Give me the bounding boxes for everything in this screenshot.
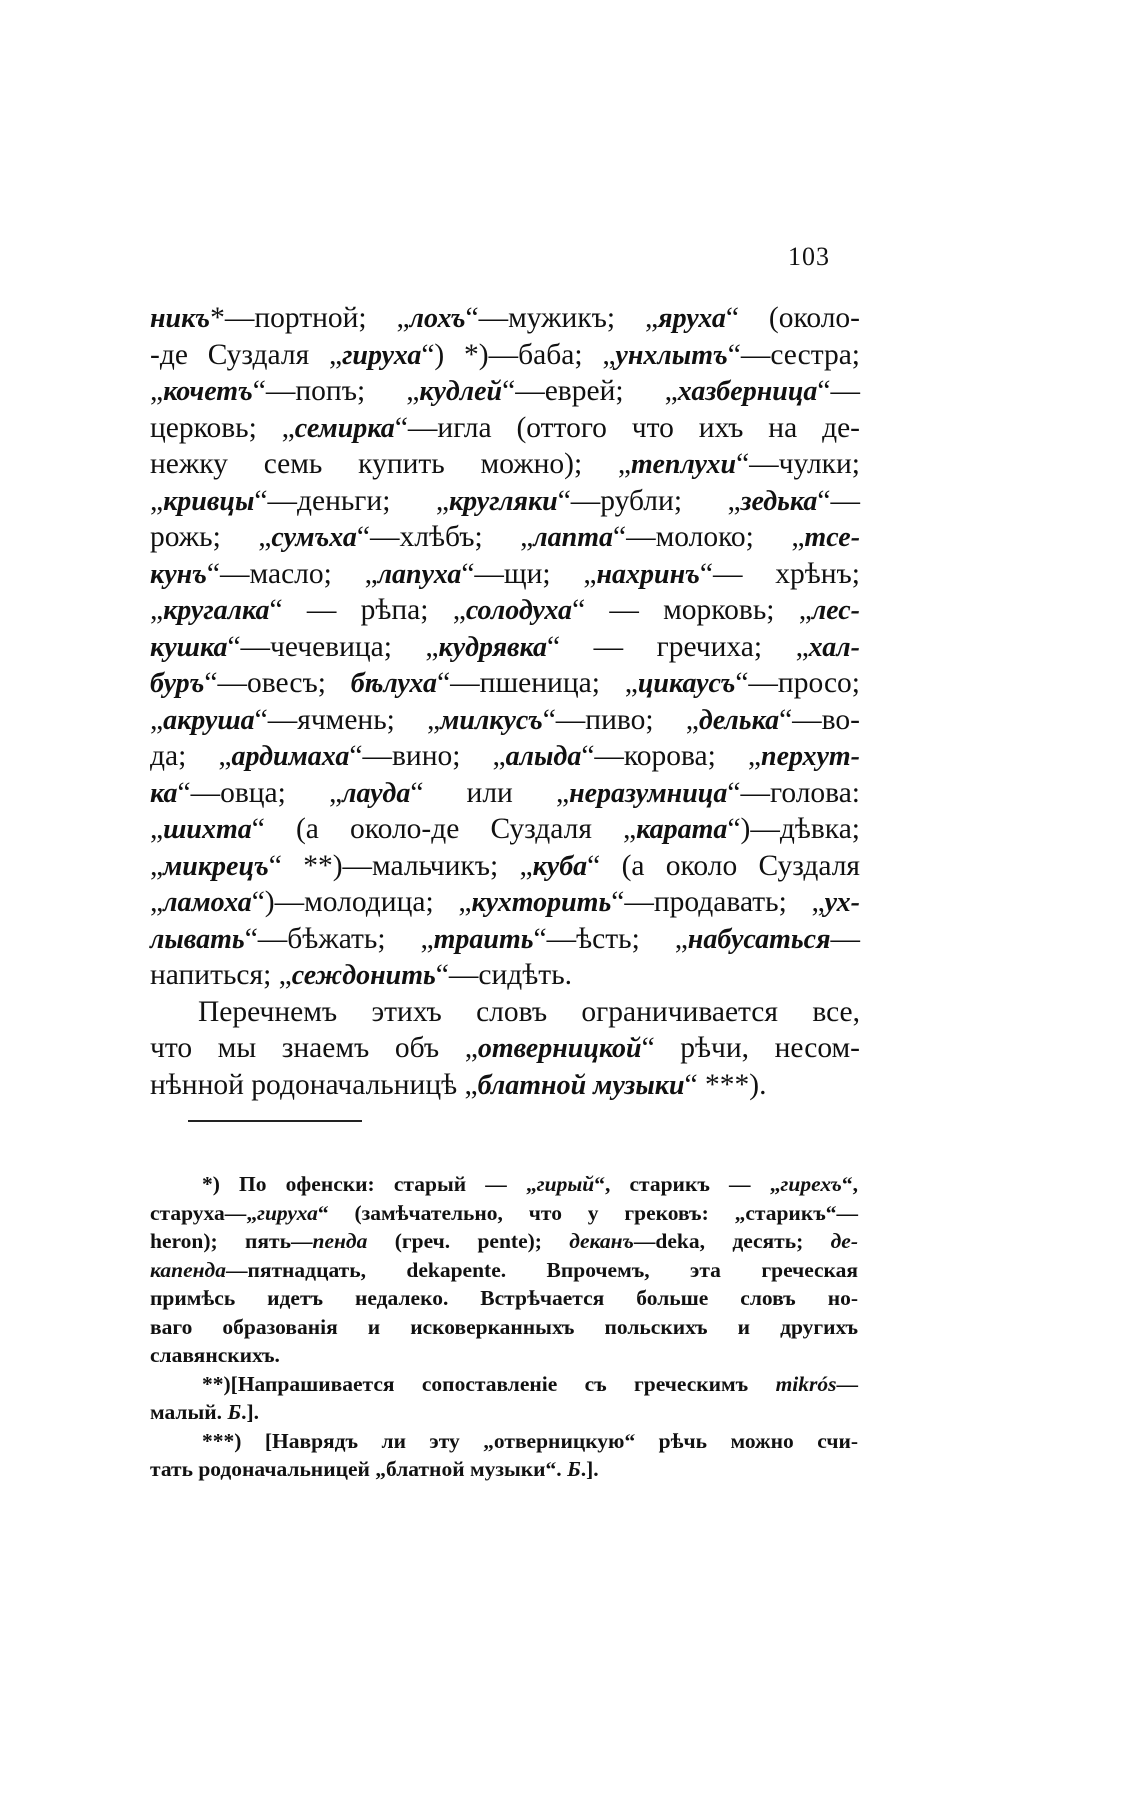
page-number: 103	[788, 242, 830, 271]
body-line: лывать“—бѣжать; „траить“—ѣсть; „набусаться—	[150, 922, 861, 955]
footnote-line: капенда—пятнадцать, dekapente. Впрочемъ, эта греческая	[150, 1257, 858, 1282]
body-line: „акруша“—ячмень; „милкусъ“—пиво; „делька“—во-	[150, 703, 860, 736]
footnote-line: *) По офенски: старый — „гирый“, старикъ — „гирехъ“,	[202, 1172, 858, 1196]
body-line: рожь; „сумъха“—хлѣбъ; „лапта“—молоко; „тсе-	[150, 521, 861, 553]
footnote-separator	[188, 1120, 362, 1122]
body-line: да; „ардимаха“—вино; „алыда“—корова; „перхут-	[150, 740, 860, 772]
body-line: „кругалка“ — рѣпа; „солодуха“ — морковь; „лес-	[150, 594, 860, 626]
body-line: „кочетъ“—попъ; „кудлей“—еврей; „хазберница“—	[150, 375, 860, 407]
body-line: напиться; „сеждонить“—сидѣть.	[150, 959, 573, 991]
body-line: что мы знаемъ объ „отверницкой“ рѣчи, несом-	[150, 1032, 861, 1064]
footnote-line: примѣсь идетъ недалеко. Встрѣчается больше словъ но-	[150, 1286, 858, 1310]
body-text	[150, 300, 860, 1103]
body-line: Перечнемъ этихъ словъ ограничивается все,	[198, 995, 860, 1028]
body-line: церковь; „семирка“—игла (оттого что ихъ на де-	[150, 411, 860, 444]
body-line: „микрецъ“ **)—мальчикъ; „куба“ (а около Суздаля	[150, 849, 860, 882]
body-line: нежку семь купить можно); „теплухи“—чулки;	[150, 448, 860, 480]
footnote-line: **)[Напрашивается сопоставленіе съ греческимъ mikrós—	[202, 1371, 858, 1396]
body-line: „кривцы“—деньги; „кругляки“—рубли; „зедька“—	[150, 484, 860, 517]
body-line: никъ*—портной; „лохъ“—мужикъ; „яруха“ (около-	[150, 302, 860, 334]
body-line: ка“—овца; „лауда“ или „неразумница“—голова:	[150, 776, 860, 809]
footnote-line: heron); пять—пенда (греч. pente); деканъ—deka, десять; де-	[150, 1229, 859, 1253]
body-line: буръ“—овесъ; бѣлуха“—пшеница; „цикаусъ“—просо;	[150, 667, 860, 699]
footnote-line: тать родоначальницей „блатной музыки“. Б.].	[150, 1457, 599, 1481]
body-line: кунъ“—масло; „лапуха“—щи; „нахринъ“— хрѣнъ;	[150, 557, 860, 590]
body-line: „ламоха“)—молодица; „кухторить“—продавать; „ух-	[150, 886, 860, 918]
body-line: „шихта“ (а около-де Суздаля „карата“)—дѣвка;	[150, 813, 860, 845]
body-line: кушка“—чечевица; „кудрявка“ — гречиха; „хал-	[150, 630, 860, 663]
footnote-line: славянскихъ.	[150, 1343, 280, 1367]
footnote-line: ваго образованія и исковерканныхъ польскихъ и другихъ	[150, 1314, 858, 1339]
body-line: -де Суздаля „гируха“) *)—баба; „унхлытъ“—сестра;	[150, 338, 860, 371]
footnote-line: малый. Б.].	[150, 1400, 260, 1424]
footnote-line: старуха—„гируха“ (замѣчательно, что у грековъ: „старикъ“—	[150, 1200, 858, 1225]
body-line: нѣнной родоначальницѣ „блатной музыки“ ***).	[150, 1068, 767, 1101]
footnotes	[150, 1170, 858, 1484]
footnote-line: ***) [Наврядъ ли эту „отверницкую“ рѣчь можно счи-	[202, 1428, 858, 1453]
